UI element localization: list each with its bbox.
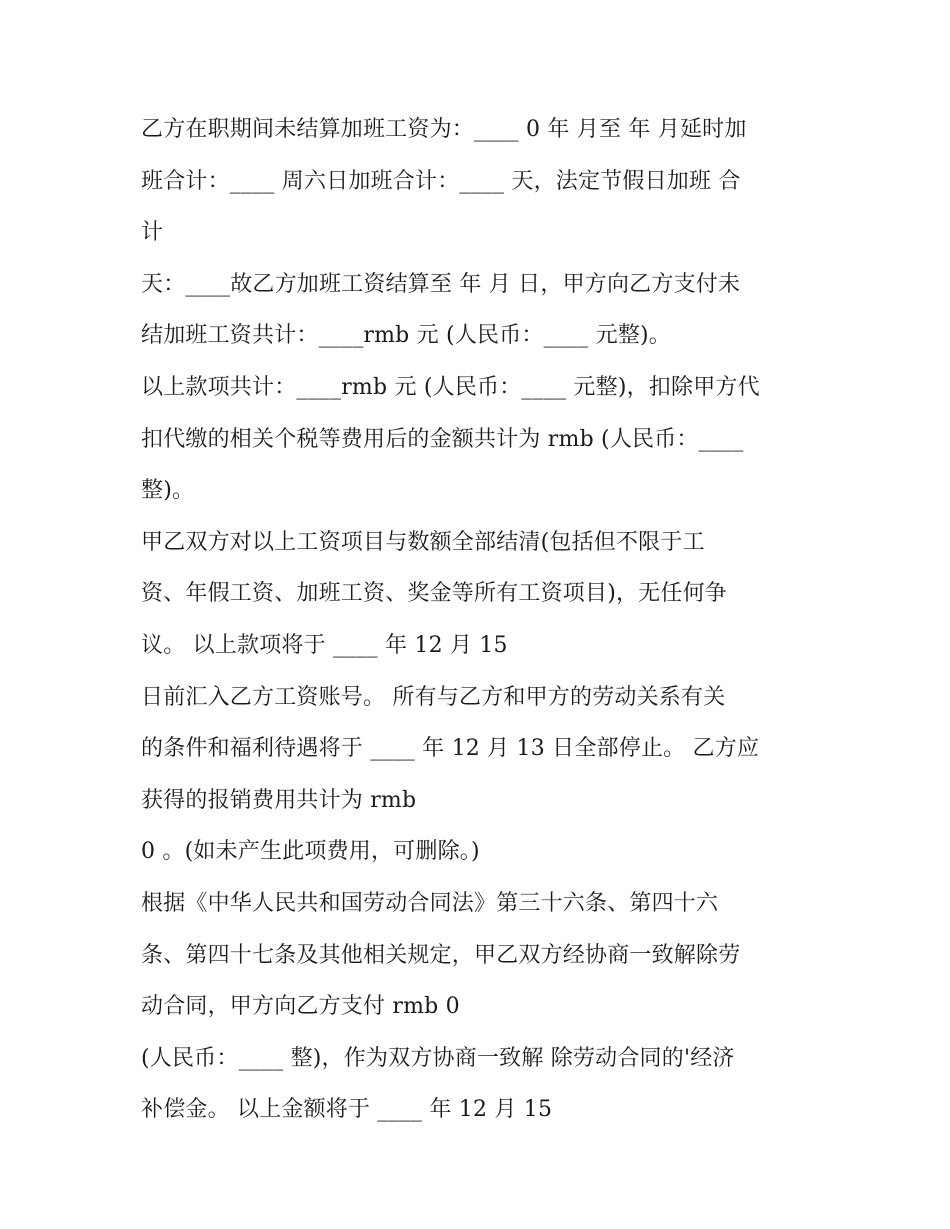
text-line: 整)。	[141, 478, 195, 504]
text-line: (人民币：____ 整)，作为双方协商一致解 除劳动合同的'经济	[141, 1045, 735, 1071]
text-line: 班合计：____ 周六日加班合计：____ 天，法定节假日加班 合	[141, 168, 741, 194]
text-line: 0 。(如未产生此项费用，可删除。)	[141, 839, 480, 865]
text-line: 获得的报销费用共计为 rmb	[141, 787, 417, 813]
document-body	[141, 108, 821, 1140]
text-line: 计	[141, 220, 164, 246]
text-line: 议。 以上款项将于 ____ 年 12 月 15	[141, 632, 508, 658]
text-line: 补偿金。 以上金额将于 ____ 年 12 月 15	[141, 1097, 553, 1123]
text-line: 根据《中华人民共和国劳动合同法》第三十六条、第四十六	[141, 890, 719, 916]
text-line: 的条件和福利待遇将于 ____ 年 12 月 13 日全部停止。 乙方应	[141, 736, 760, 762]
text-line: 条、第四十七条及其他相关规定，甲乙双方经协商一致解除劳	[141, 942, 741, 968]
text-line: 结加班工资共计：____rmb 元 (人民币：____ 元整)。	[141, 323, 672, 349]
text-line: 甲乙双方对以上工资项目与数额全部结清(包括但不限于工	[141, 529, 705, 555]
text-line: 资、年假工资、加班工资、奖金等所有工资项目)，无任何争	[141, 581, 727, 607]
text-line: 扣代缴的相关个税等费用后的金额共计为 rmb (人民币：____	[141, 426, 744, 452]
text-line: 天：____故乙方加班工资结算至 年 月 日，甲方向乙方支付未	[141, 271, 741, 297]
text-line: 动合同，甲方向乙方支付 rmb 0	[141, 994, 460, 1020]
text-line: 日前汇入乙方工资账号。 所有与乙方和甲方的劳动关系有关	[141, 684, 726, 710]
text-line: 乙方在职期间未结算加班工资为：____ 0 年 月至 年 月延时加	[141, 117, 747, 142]
text-line: 以上款项共计：____rmb 元 (人民币：____ 元整)，扣除甲方代	[141, 374, 760, 400]
